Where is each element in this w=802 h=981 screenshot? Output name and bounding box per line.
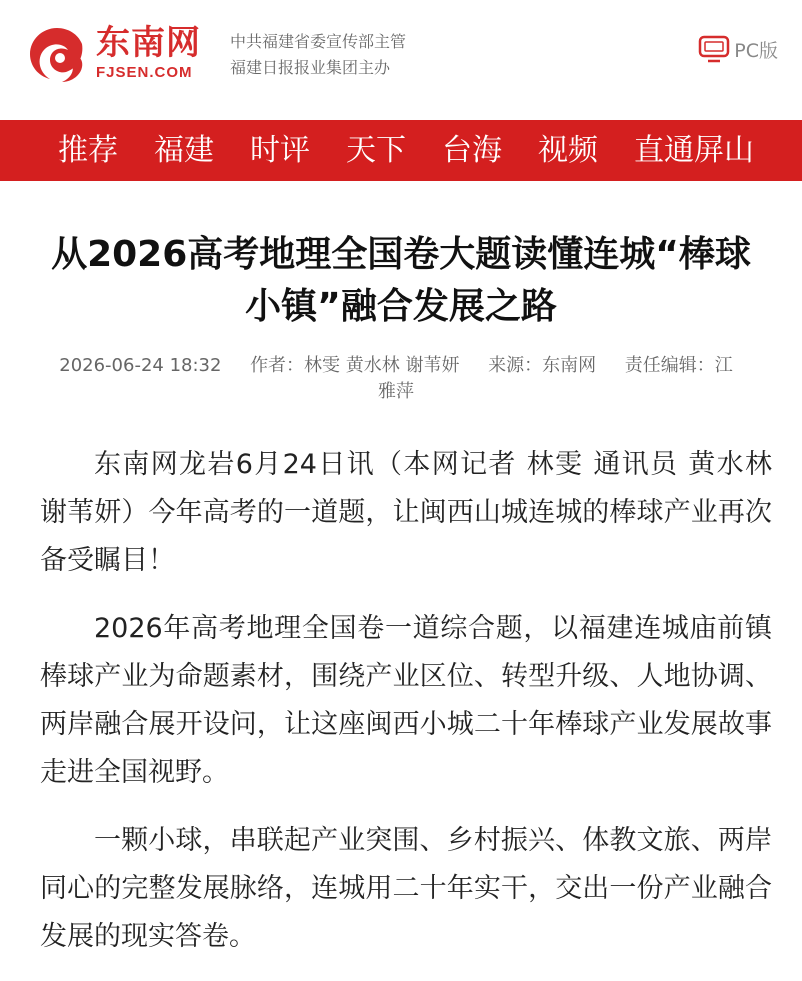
nav-item-pingshan[interactable]: 直通屏山 xyxy=(634,133,754,168)
article-date: 2026-06-24 18:32 xyxy=(59,355,222,376)
nav-item-world[interactable]: 天下 xyxy=(346,133,406,168)
article-paragraph: 2026年高考地理全国卷一道综合题，以福建连城庙前镇棒球产业为命题素材，围绕产业区位、转型升级、人地协调、两岸融合展开设问，让这座闽西小城二十年棒球产业发展故事走进全国视野。 xyxy=(40,613,772,788)
logo-domain: FJSEN.COM xyxy=(96,64,193,81)
article-meta xyxy=(52,353,740,405)
sponsor-line-1: 中共福建省委宣传部主管 xyxy=(230,32,407,51)
sponsor-line-2: 福建日报报业集团主办 xyxy=(230,58,391,77)
article-source: 来源：东南网 xyxy=(488,355,597,376)
pc-version-label: PC版 xyxy=(734,39,778,62)
pc-version-button[interactable] xyxy=(698,34,778,64)
article-paragraph: 东南网龙岩6月24日讯（本网记者 林雯 通讯员 黄水林 谢苇妍）今年高考的一道题，让闽西山城连城的棒球产业再次备受瞩目！ xyxy=(40,449,772,576)
nav-item-recommend[interactable]: 推荐 xyxy=(58,133,118,168)
site-header xyxy=(0,0,802,120)
article-editor: 责任编辑：江雅萍 xyxy=(378,355,733,402)
monitor-icon xyxy=(698,34,730,64)
nav-item-taiwan-strait[interactable]: 台海 xyxy=(442,133,502,168)
nav-item-commentary[interactable]: 时评 xyxy=(250,133,310,168)
nav-item-fujian[interactable]: 福建 xyxy=(154,133,214,168)
nav-item-video[interactable]: 视频 xyxy=(538,133,598,168)
article-title: 从2026高考地理全国卷大题读懂连城“棒球小镇”融合发展之路 xyxy=(51,234,751,327)
article-author: 作者：林雯 黄水林 谢苇妍 xyxy=(250,355,460,376)
logo-text: 东南网 xyxy=(96,23,201,63)
article-body xyxy=(40,441,772,961)
article-paragraph: 一颗小球，串联起产业突围、乡村振兴、体教文旅、两岸同心的完整发展脉络，连城用二十年实干，交出一份产业融合发展的现实答卷。 xyxy=(40,825,772,952)
article xyxy=(0,181,802,981)
main-nav xyxy=(0,120,802,181)
site-logo[interactable] xyxy=(24,20,224,86)
fjsen-logo-icon xyxy=(24,22,90,84)
sponsor-info xyxy=(230,29,406,81)
